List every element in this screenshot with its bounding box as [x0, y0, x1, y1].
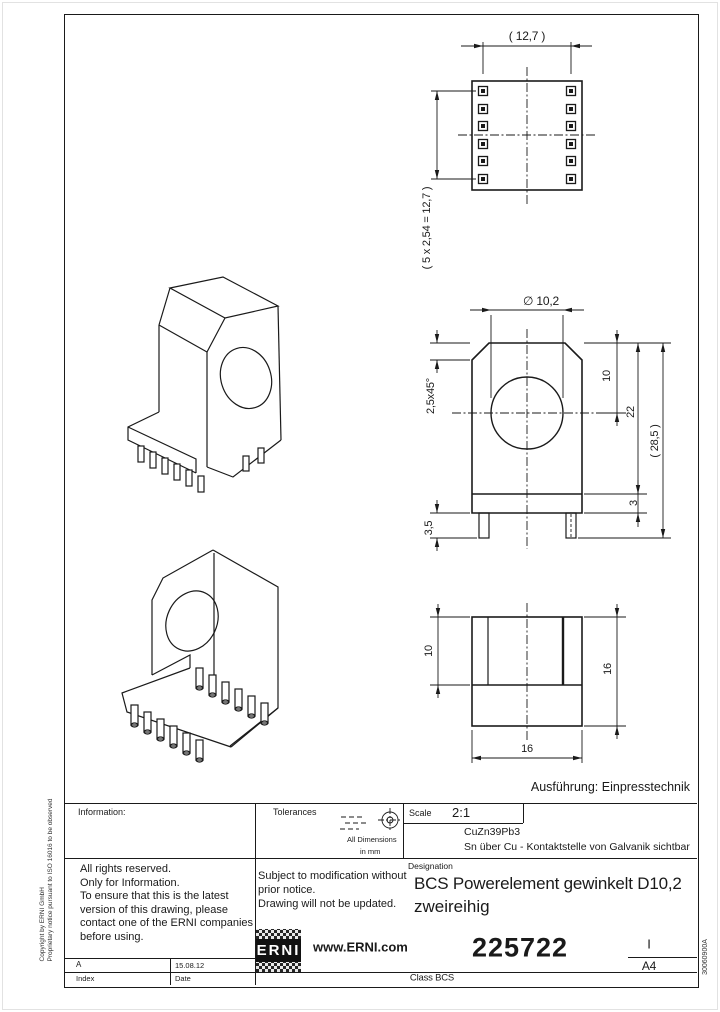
titleblock-line: [64, 803, 697, 804]
website-link[interactable]: www.ERNI.com: [313, 939, 408, 955]
dim-front-diameter: ∅ 10,2: [523, 294, 559, 308]
designation-label: Designation: [408, 861, 453, 871]
titleblock-line: [403, 803, 404, 858]
titleblock-line: [64, 958, 255, 959]
erni-logo: [256, 929, 301, 972]
titleblock-line: [403, 823, 523, 824]
dim-side-body-depth: 10: [423, 645, 435, 657]
document-number: 30060900A: [702, 939, 709, 975]
part-number: 225722: [471, 932, 569, 963]
designation-line-1: BCS Powerelement gewinkelt D10,2: [414, 874, 682, 893]
logo-halftone-band: [256, 962, 301, 972]
scale-value: 2:1: [452, 805, 471, 820]
dim-front-body-height: 22: [625, 406, 637, 418]
class-label: Class BCS: [409, 972, 455, 984]
dim-front-center-height: 10: [601, 370, 613, 382]
execution-note: Ausführung: Einpresstechnik: [530, 780, 690, 794]
surface-finish-symbol: [340, 817, 367, 829]
dim-front-overall-height: ( 28,5 ): [649, 424, 661, 458]
dim-front-flange-height: 3: [628, 500, 640, 506]
information-label: Information:: [78, 807, 126, 817]
dim-front-pin-length: 3,5: [423, 520, 435, 536]
rights-notice: All rights reserved. Only for Information. To ensure that this is the latest version of this drawing, please contact one of the ERNI companies before using.: [80, 863, 254, 943]
revision-value: A: [76, 960, 82, 969]
logo-halftone-band: [256, 929, 301, 939]
date-value: 15.08.12: [175, 961, 205, 970]
scale-label: Scale: [409, 808, 432, 818]
titleblock-line: [64, 972, 697, 973]
titleblock-line: [628, 957, 697, 958]
units-label: in mm: [360, 847, 381, 856]
isometric-view-top: [128, 277, 281, 492]
dim-top-width: ( 12,7 ): [508, 29, 546, 43]
titleblock-line: [170, 958, 171, 985]
dim-side-overall-depth: 16: [602, 663, 614, 675]
designation-line-2: zweireihig: [414, 897, 490, 916]
material-line-2: Sn über Cu - Kontaktstelle von Galvanik sichtbar: [464, 841, 690, 853]
all-dimensions-label: All Dimensions: [347, 835, 397, 844]
dim-top-pitch: ( 5 x 2,54 = 12,7 ): [421, 186, 433, 270]
isometric-view-bottom: [122, 550, 278, 762]
index-label: Index: [76, 974, 95, 983]
position-tolerance-symbol: [378, 808, 402, 832]
format-label: A4: [641, 959, 657, 973]
modification-notice: Subject to modification without prior notice. Drawing will not be updated.: [258, 870, 407, 910]
front-view-drawing: [430, 308, 671, 551]
logo-text: ERNI: [256, 939, 301, 962]
titleblock-line: [64, 858, 697, 859]
material-line-1: CuZn39Pb3: [464, 826, 521, 838]
side-view-drawing: [430, 603, 626, 763]
dim-front-chamfer: 2,5x45°: [425, 377, 437, 415]
copyright-notice: Copyright by ERNI GmbH Proprietary notice pursuant to ISO 16016 to be observed: [39, 798, 54, 962]
tolerances-label: Tolerances: [273, 807, 317, 817]
sheet-index: I: [647, 936, 651, 952]
dim-side-width: 16: [521, 743, 533, 755]
top-view-drawing: [431, 42, 596, 204]
titleblock-line: [523, 803, 524, 823]
date-label: Date: [175, 974, 191, 983]
